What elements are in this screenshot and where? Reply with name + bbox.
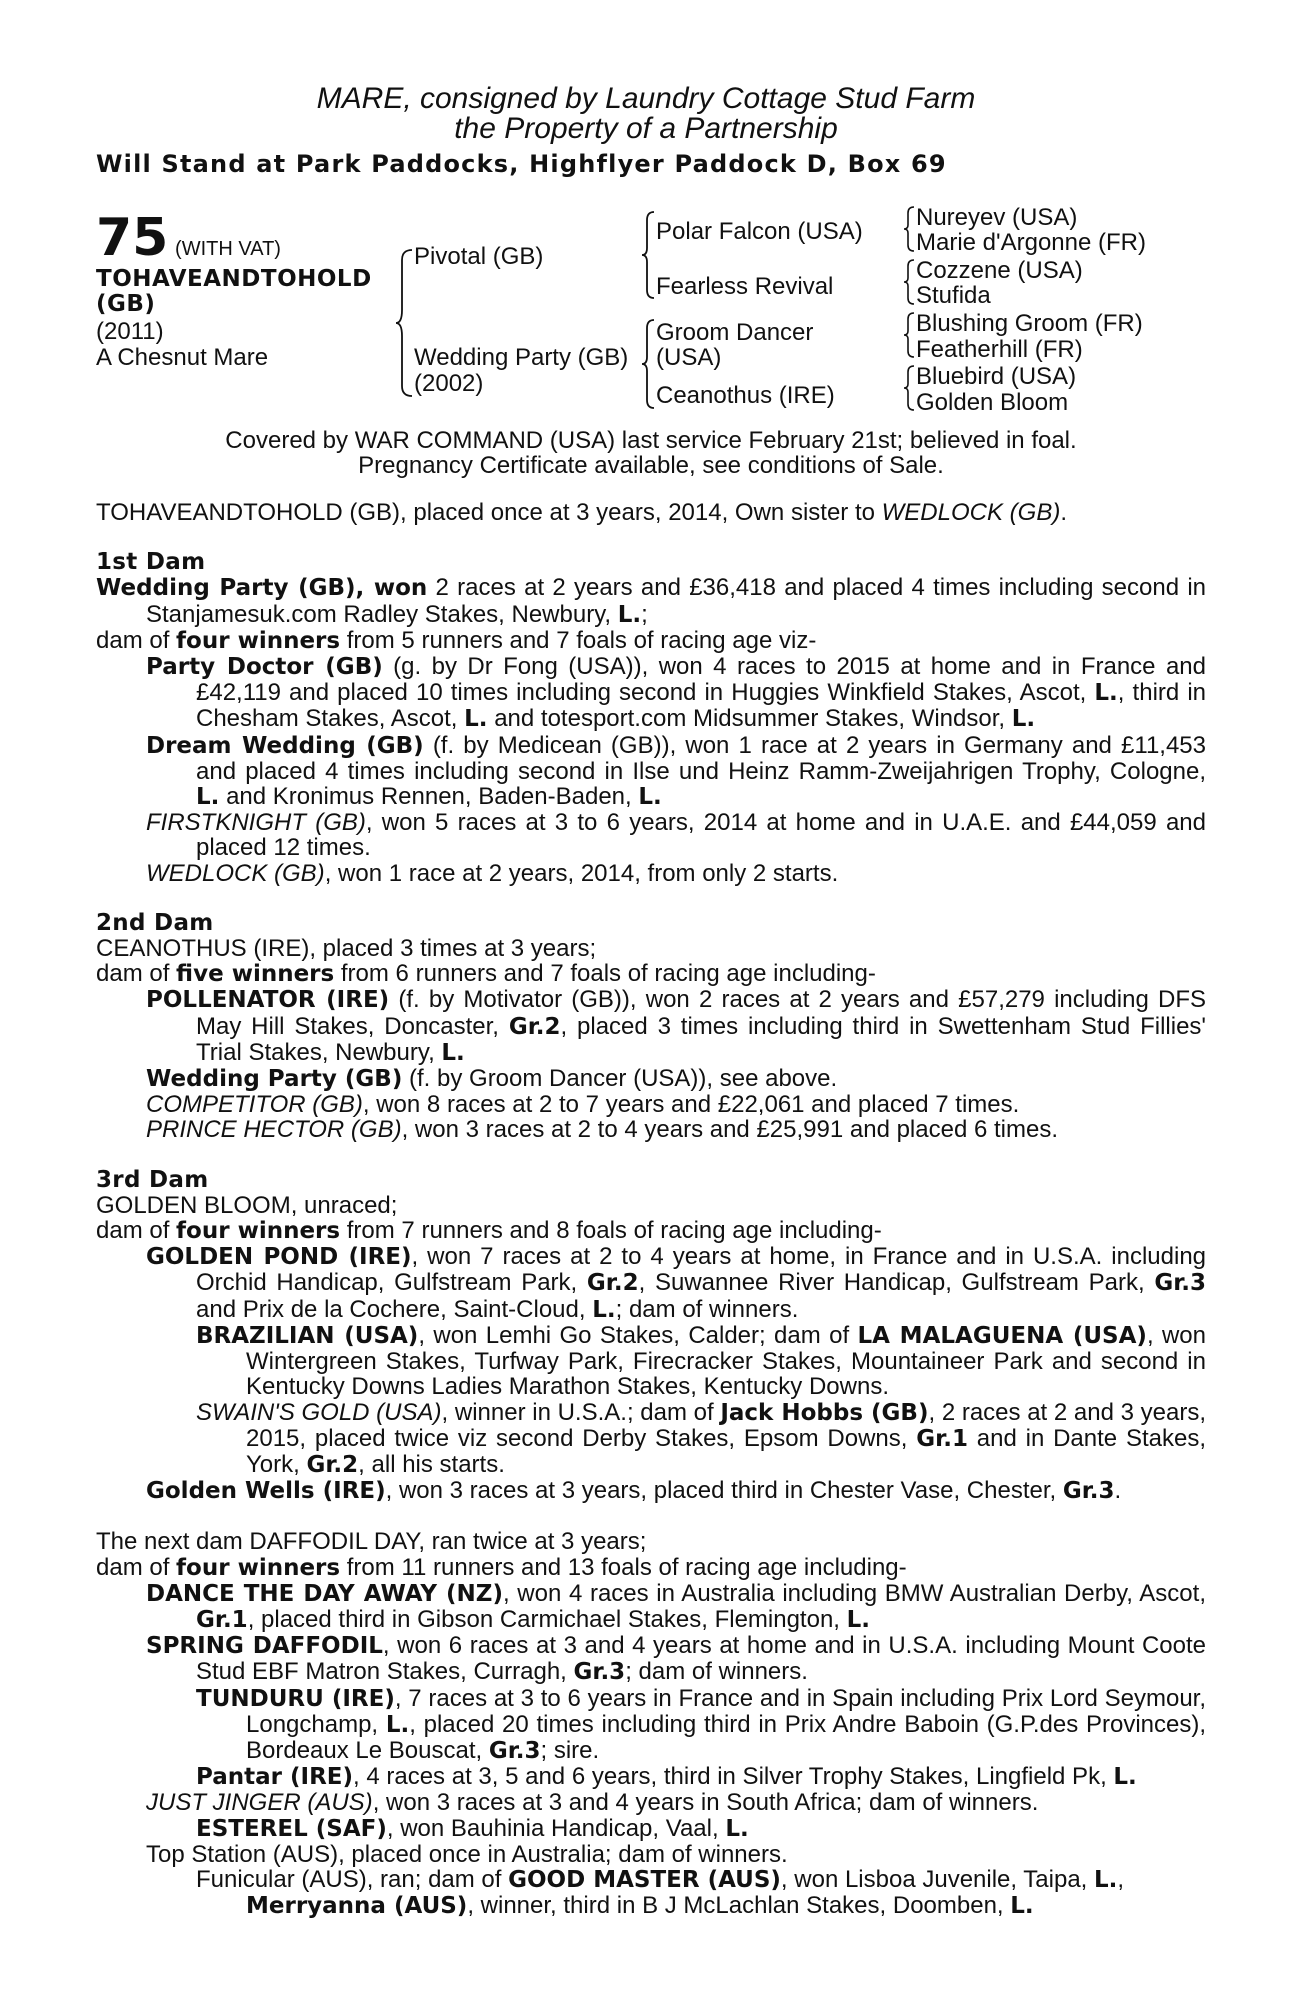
ds-sire: Blushing Groom (FR) [916,310,1143,337]
listed-mark: L. [1010,1893,1034,1920]
horse-name: DANCE THE DAY AWAY (NZ) [146,1580,503,1607]
record-text: , all his starts. [358,1450,505,1478]
record-text: ; dam of winners. [625,1658,808,1686]
produce-funicular [96,1867,1206,1893]
produce-text: from 11 runners and 13 foals of racing age including- [340,1553,907,1581]
covered-note [96,428,1206,478]
produce-pollenator [96,987,1206,1066]
second-dam-heading: 2nd Dam [96,909,214,936]
horse-name: PRINCE HECTOR (GB) [146,1116,402,1144]
record-text: , winner in U.S.A.; dam of [441,1398,721,1426]
listed-mark: L. [196,784,220,811]
record-text: and Prix de la Cochere, Saint-Cloud, [196,1295,593,1323]
intro-end: . [1060,499,1067,526]
horse-name: Golden Wells (IRE) [146,1478,386,1505]
record-text: , won Wintergreen Stakes, Turfway Park, Firecracker Stakes, Mountaineer Park and second in Kentucky Downs Ladies Marathon Stakes, Kentucky Downs. [246,1321,1207,1401]
record-text: Funicular (AUS), ran; dam of [196,1865,509,1893]
horse-name: Dream Wedding (GB) [146,732,424,759]
produce-prefix: dam of [96,1217,177,1245]
brace-ss [902,205,916,253]
record-text: , won Lemhi Go Stakes, Calder; dam of [418,1321,858,1349]
dam-name: Wedding Party (GB) [96,575,356,602]
brace-dd [902,364,916,412]
group-mark: Gr.3 [1154,1270,1207,1297]
record-text: ; dam of winners. [615,1295,799,1323]
lot-number: 75 [96,208,169,268]
record-text: , placed third in Gibson Carmichael Stakes, Flemington, [247,1605,847,1633]
catalogue-body [96,500,1206,1919]
listed-mark: L. [592,1296,616,1323]
produce-party-doctor [96,654,1206,733]
first-dam-produce [96,628,1206,654]
pregnancy-line: Pregnancy Certificate available, see conditions of Sale. [358,452,944,479]
winners-count: four winners [176,627,341,654]
dam-sire: Groom Dancer [656,319,814,346]
produce-firstknight [96,810,1206,860]
group-mark: Gr.2 [586,1270,639,1297]
record-text: ; sire. [540,1736,600,1764]
winners-count: five winners [176,961,335,988]
ds-dam: Featherhill (FR) [916,336,1083,363]
record-text: , 4 races at 3, 5 and 6 years, third in Silver Trophy Stakes, Lingfield Pk, [353,1763,1114,1791]
listed-mark: L. [1094,1866,1118,1893]
group-mark: Gr.2 [306,1451,359,1478]
lot-number-line [96,208,281,268]
fourth-dam-section [96,1529,1206,1919]
horse-description: A Chesnut Mare [96,344,269,371]
record-text: , placed 20 times including third in Prix Andre Baboin (G.P.des Provinces), Bordeaux Le Bouscat, [246,1710,1207,1764]
record-text: , 7 races at 3 to 6 years in France and in Spain including Prix Lord Seymour, Longchamp, [246,1684,1207,1738]
record-text: , won 7 races at 2 to 4 years at home, in France and in U.S.A. including Orchid Handicap, Gulfstream Park, [196,1243,1207,1297]
record-text: , won Lisboa Juvenile, Taipa, [780,1865,1095,1893]
produce-competitor [96,1092,1206,1117]
produce-merryanna [96,1893,1206,1919]
horse-name: LA MALAGUENA (USA) [857,1322,1147,1349]
record-text: (f. by Groom Dancer (USA)), see above. [402,1065,838,1093]
record-text: , won 5 races at 3 to 6 years, 2014 at home and in U.A.E. and £44,059 and placed 12 times. [196,809,1206,862]
sire: Pivotal (GB) [414,243,544,270]
produce-prince-hector [96,1117,1206,1142]
record-text: (f. by Motivator (GB)), won 2 races at 2 years and £57,279 including DFS May Hill Stakes, Doncaster, [196,986,1206,1040]
listed-mark: L. [846,1606,871,1633]
horse-name: Jack Hobbs (GB) [720,1399,929,1426]
record-text: , won 4 races in Australia including BMW Australian Derby, Ascot, [502,1579,1206,1607]
produce-top-station: Top Station (AUS), placed once in Australia; dam of winners. [146,1840,788,1868]
produce-tunduru [96,1686,1206,1765]
produce-dance-the-day-away [96,1581,1206,1633]
dam-dam: Ceanothus (IRE) [656,382,835,409]
produce-pantar [96,1764,1206,1790]
horse-name: COMPETITOR (GB) [146,1091,363,1119]
produce-golden-pond [96,1244,1206,1323]
vat-note: (WITH VAT) [175,238,281,260]
horse-name: TOHAVEANDTOHOLD [96,266,372,292]
record-text: , won 8 races at 2 to 7 years and £22,061 and placed 7 times. [362,1091,1020,1119]
listed-mark: L. [725,1815,749,1842]
record-text: , winner, third in B J McLachlan Stakes, Doomben, [467,1892,1011,1920]
second-dam-produce [96,961,1206,987]
sister-name: WEDLOCK (GB) [881,499,1061,526]
property-line: the Property of a Partnership [454,112,838,145]
produce-spring-daffodil [96,1633,1206,1685]
sire-dam: Fearless Revival [656,273,834,300]
produce-wedding-party [96,1066,1206,1092]
record-end: , [1117,1865,1125,1893]
group-mark: Gr.2 [508,1013,561,1040]
ss-dam: Marie d'Argonne (FR) [916,229,1146,256]
third-dam-section [96,1168,1206,1505]
record-text: , won 3 races at 3 years, placed third in Chester Vase, Chester, [385,1477,1063,1505]
dam-sire-country: (USA) [656,344,722,371]
location-line: Will Stand at Park Paddocks, Highflyer Paddock D, Box 69 [96,150,947,178]
second-dam-record: CEANOTHUS (IRE), placed 3 times at 3 years; [96,935,597,963]
first-dam-section [96,550,1206,886]
horse-name: SWAIN'S GOLD (USA) [196,1398,442,1426]
horse-name: Pantar (IRE) [196,1764,354,1791]
listed-mark: L. [1113,1764,1137,1791]
horse-name: BRAZILIAN (USA) [196,1322,419,1349]
record-text: 2 races at 2 years and £36,418 and placed 4 times including second in Stanjamesuk.com Radley Stakes, Newbury, [146,574,1206,628]
produce-prefix: dam of [96,626,177,654]
record-end: . [1114,1477,1122,1505]
record-text: , won 3 races at 3 and 4 years in South Africa; dam of winners. [372,1789,1039,1817]
ss-sire: Nureyev (USA) [916,204,1078,231]
first-dam-heading: 1st Dam [96,549,206,576]
listed-mark: L. [441,1039,465,1066]
third-dam-record: GOLDEN BLOOM, unraced; [96,1191,398,1219]
horse-name: SPRING DAFFODIL [146,1633,383,1660]
group-mark: Gr.1 [196,1606,248,1633]
record-text: , won 6 races at 3 and 4 years at home and in U.S.A. including Mount Coote Stud EBF Matron Stakes, Curragh, [196,1632,1207,1686]
horse-name: GOLDEN POND (IRE) [146,1244,412,1271]
catalogue-header [96,84,1196,181]
dam-year: (2002) [414,370,484,397]
brace-dam [640,318,656,410]
record-text: , won Bauhinia Handicap, Vaal, [386,1814,726,1842]
dam: Wedding Party (GB) [414,344,629,371]
winners-count: four winners [176,1554,341,1581]
produce-text: from 6 runners and 7 foals of racing age including- [334,960,876,988]
comma: , [355,575,374,602]
listed-mark: L. [464,706,488,733]
record-text: and totesport.com Midsummer Stakes, Windsor, [487,705,1012,733]
consignor-line: MARE, consigned by Laundry Cottage Stud Farm [316,82,976,115]
record-text: (f. by Medicean (GB)), won 1 race at 2 years in Germany and £11,453 and placed 4 times including second in Ilse und Heinz Ramm-Zweijahrigen Trophy, Cologne, [196,731,1206,785]
sd-dam: Stufida [916,282,991,309]
produce-prefix: dam of [96,1553,177,1581]
brace-sd [902,258,916,306]
third-dam-produce [96,1218,1206,1244]
record-text: , third in Chesham Stakes, Ascot, [196,679,1206,733]
produce-swains-gold [96,1400,1206,1479]
horse-name: TUNDURU (IRE) [196,1685,395,1712]
horse-name: Party Doctor (GB) [146,654,383,681]
record-end: ; [641,600,648,628]
horse-name: JUST JINGER (AUS) [146,1789,373,1817]
record-text: , placed 3 times including third in Swettenham Stud Fillies' Trial Stakes, Newbury, [196,1012,1207,1066]
horse-name-suffix: (GB) [96,291,156,317]
brace-sire [640,210,656,300]
produce-golden-wells [96,1478,1206,1504]
produce-prefix: dam of [96,960,177,988]
covered-line: Covered by WAR COMMAND (USA) last service February 21st; believed in foal. [225,427,1077,454]
horse-name: GOOD MASTER (AUS) [508,1866,781,1893]
record-text: and in Dante Stakes, York, [246,1424,1206,1478]
record-text: , won 3 races at 2 to 4 years and £25,991 and placed 6 times. [401,1116,1058,1144]
listed-mark: L. [385,1711,410,1738]
fourth-dam-produce [96,1555,1206,1581]
pedigree-table [96,200,1226,440]
group-mark: Gr.3 [573,1659,626,1686]
produce-dream-wedding [96,733,1206,811]
listed-mark: L. [638,784,662,811]
winners-count: four winners [176,1218,341,1245]
listed-mark: L. [1011,706,1036,733]
record-text: (g. by Dr Fong (USA)), won 4 races to 2015 at home and in France and £42,119 and placed 10 times including second in Huggies Winkfield Stakes, Ascot, [196,653,1206,707]
produce-esterel [96,1816,1206,1842]
intro-text: TOHAVEANDTOHOLD (GB), placed once at 3 years, 2014, Own sister to [96,499,882,526]
produce-text: from 5 runners and 7 foals of racing age viz- [340,626,817,654]
horse-name: Wedding Party (GB) [146,1066,403,1093]
horse-name: POLLENATOR (IRE) [146,987,390,1014]
third-dam-heading: 3rd Dam [96,1166,209,1193]
intro-paragraph [96,500,1206,525]
first-dam-record [96,575,1206,627]
record-text: and Kronimus Rennen, Baden-Baden, [219,783,639,811]
listed-mark: L. [617,601,642,628]
sire-sire: Polar Falcon (USA) [656,218,863,245]
brace-main [394,248,414,398]
record-text: , Suwannee River Handicap, Gulfstream Park, [638,1269,1155,1297]
brace-ds [902,311,916,359]
listed-mark: L. [1094,680,1118,707]
group-mark: Gr.1 [916,1425,968,1452]
record-text: , 2 races at 2 and 3 years, 2015, placed twice viz second Derby Stakes, Epsom Downs, [246,1398,1207,1452]
produce-wedlock [96,861,1206,886]
won-label: won [373,575,428,602]
horse-name: Merryanna (AUS) [246,1893,468,1920]
dd-sire: Bluebird (USA) [916,363,1077,390]
second-dam-section [96,911,1206,1143]
dd-dam: Golden Bloom [916,389,1069,416]
produce-brazilian [96,1323,1206,1400]
horse-name: ESTEREL (SAF) [196,1815,387,1842]
produce-text: from 7 runners and 8 foals of racing age including- [340,1217,882,1245]
foaling-year: (2011) [96,318,164,345]
group-mark: Gr.3 [488,1737,541,1764]
fourth-dam-record: The next dam DAFFODIL DAY, ran twice at 3 years; [96,1528,647,1556]
horse-name: WEDLOCK (GB) [146,859,325,887]
horse-name: FIRSTKNIGHT (GB) [146,809,366,837]
group-mark: Gr.3 [1062,1478,1115,1505]
record-text: , won 1 race at 2 years, 2014, from only 2 starts. [324,859,839,887]
sd-sire: Cozzene (USA) [916,257,1083,284]
produce-just-jinger [96,1790,1206,1815]
